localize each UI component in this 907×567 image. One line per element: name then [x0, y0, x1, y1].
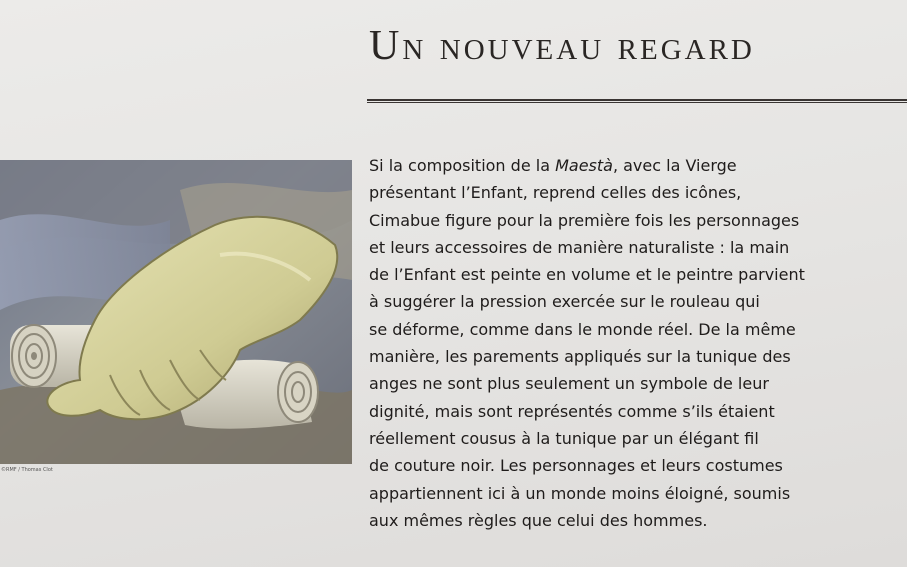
text-line: Si la composition de la Maestà, avec la Vierge: [369, 156, 737, 175]
text-line: se déforme, comme dans le monde réel. De la même: [369, 319, 796, 339]
text-line: de couture noir. Les personnages et leurs costumes: [369, 456, 783, 476]
text-line: anges ne sont plus seulement un symbole de leur: [369, 374, 769, 394]
text-line: réellement cousus à la tunique par un élégant fil: [369, 428, 759, 448]
text-line: appartiennent ici à un monde moins éloigné, soumis: [369, 483, 791, 503]
text-line: Cimabue figure pour la première fois les personnages: [369, 210, 800, 230]
text-line: de l’Enfant est peinte en volume et le peintre parvient: [369, 265, 805, 285]
text-line: présentant l’Enfant, reprend celles des icônes,: [369, 183, 742, 203]
text-line: aux mêmes règles que celui des hommes.: [369, 510, 708, 530]
photo-credit: ©RMF / Thomas Clot: [1, 467, 53, 473]
italic-title: Maestà: [555, 156, 613, 175]
text-line: et leurs accessoires de manière naturaliste : la main: [369, 237, 790, 257]
painting-image: [0, 160, 352, 464]
title-rule: [367, 99, 907, 103]
body-paragraph: [369, 152, 899, 534]
text-line: manière, les parements appliqués sur la tunique des: [369, 347, 791, 367]
hand-scroll-illustration: [0, 160, 352, 464]
page-title: Un nouveau regard: [369, 23, 755, 69]
text-line: à suggérer la pression exercée sur le rouleau qui: [369, 292, 760, 312]
text-line: dignité, mais sont représentés comme s’ils étaient: [369, 401, 775, 421]
